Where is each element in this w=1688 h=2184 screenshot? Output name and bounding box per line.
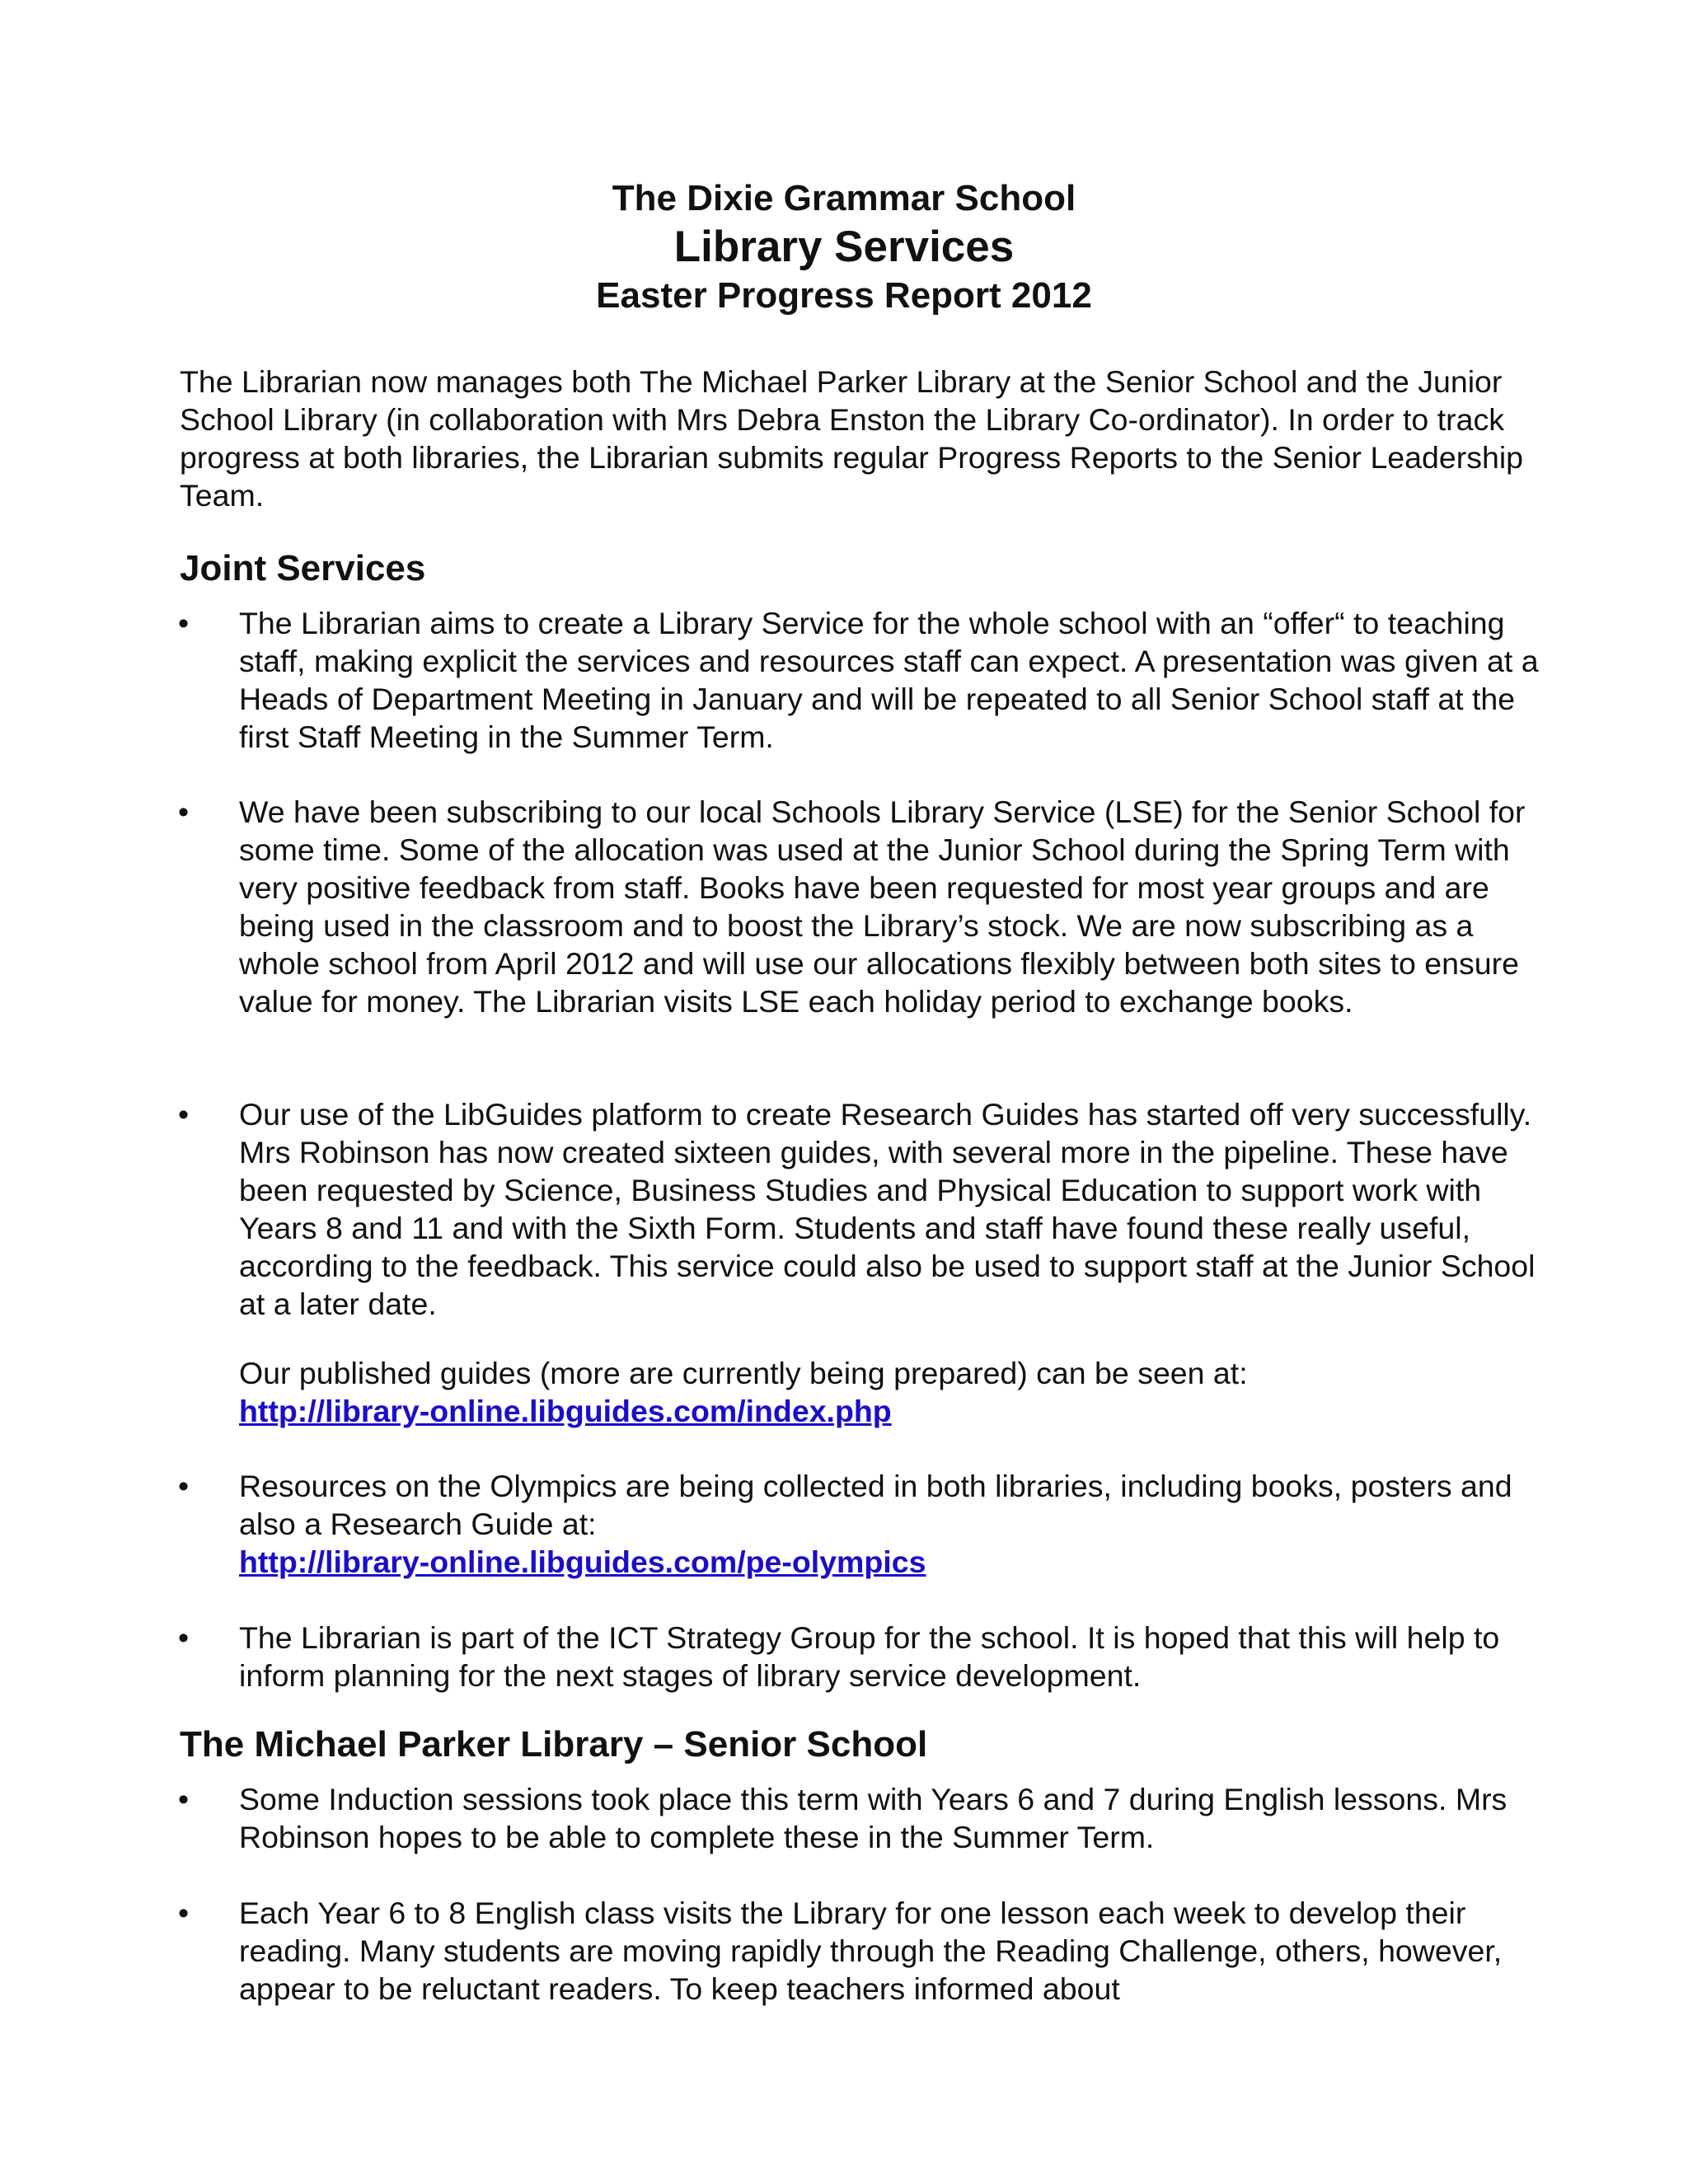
bullet-marker: •	[178, 1896, 190, 1930]
joint-services-item-1: The Librarian aims to create a Library Service for the whole school with an “offer“ to teaching staff, making explicit the services and resources staff can expect. A presentation was given at a Heads of Department Meeting in January and will be repeated to all Senior School staff at the first Staff Meeting in the Summer Term.	[239, 606, 1539, 754]
joint-services-item-4: Resources on the Olympics are being collected in both libraries, including books, posters and also a Research Guide at:	[239, 1469, 1512, 1541]
bullet-marker: •	[178, 1620, 190, 1655]
bullet-marker: •	[178, 794, 190, 829]
senior-school-item-2: Each Year 6 to 8 English class visits the Library for one lesson each week to develop their reading. Many students are moving rapidly through the Reading Challenge, others, however, appear to be reluctant readers. To keep teachers informed about	[239, 1896, 1503, 2006]
bullet-marker: •	[178, 1469, 190, 1503]
olympics-link[interactable]: http://library-online.libguides.com/pe-olympics	[239, 1544, 926, 1579]
guides-link[interactable]: http://library-online.libguides.com/index.php	[239, 1394, 892, 1428]
bullet-marker: •	[178, 1097, 190, 1132]
bullet-marker: •	[178, 1782, 190, 1816]
joint-services-item-3: Our use of the LibGuides platform to create Research Guides has started off very successfully. Mrs Robinson has now created sixteen guides, with several more in the pipeline. These have been requested by Science, Business Studies and Physical Education to support work with Years 8 and 11 and with the Sixth Form. Students and staff have found these really useful, according to the feedback. This service could also be used to support staff at the Junior School at a later date.	[239, 1097, 1536, 1321]
report-title: Easter Progress Report 2012	[596, 275, 1092, 316]
senior-school-item-1: Some Induction sessions took place this term with Years 6 and 7 during English lessons. Mrs Robinson hopes to be able to complete these in the Summer Term.	[239, 1782, 1507, 1854]
guides-note: Our published guides (more are currently being prepared) can be seen at:	[239, 1356, 1248, 1390]
bullet-marker: •	[178, 606, 190, 640]
department-title: Library Services	[673, 223, 1015, 271]
school-name: The Dixie Grammar School	[612, 178, 1076, 218]
joint-services-item-2: We have been subscribing to our local Schools Library Service (LSE) for the Senior School for some time. Some of the allocation was used at the Junior School during the Spring Term with very positive feedback from staff. Books have been requested for most year groups and are being used in the classroom and to boost the Library’s stock. We are now subscribing as a whole school from April 2012 and will use our allocations flexibly between both sites to ensure value for money. The Librarian visits LSE each holiday period to exchange books.	[239, 794, 1526, 1019]
joint-services-item-5: The Librarian is part of the ICT Strategy Group for the school. It is hoped that this will help to inform planning for the next stages of library service development.	[239, 1620, 1500, 1693]
joint-services-heading: Joint Services	[180, 548, 426, 588]
senior-school-heading: The Michael Parker Library – Senior School	[180, 1724, 928, 1765]
intro-paragraph: The Librarian now manages both The Michael Parker Library at the Senior School and the Junior School Library (in collaboration with Mrs Debra Enston the Library Co-ordinator). In order to track progress at both libraries, the Librarian submits regular Progress Reports to the Senior Leadership Team.	[180, 364, 1524, 513]
title-block	[0, 175, 1688, 320]
